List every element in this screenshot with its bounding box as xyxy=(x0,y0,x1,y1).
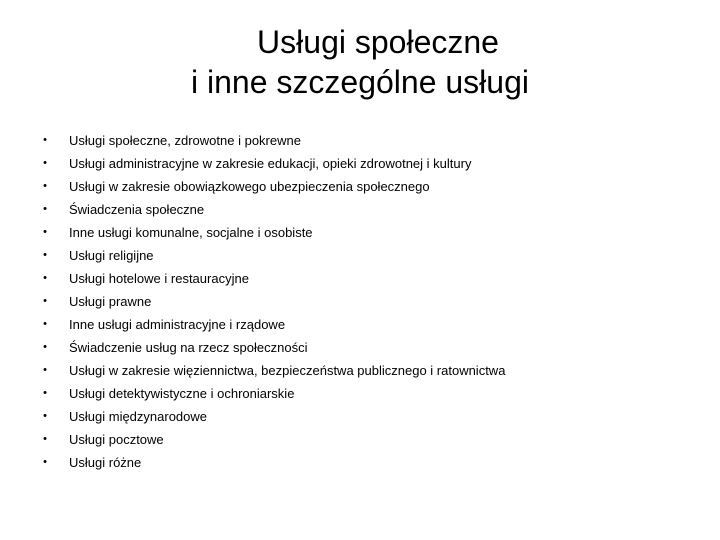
bullet-item xyxy=(40,382,680,405)
bullet-item xyxy=(40,129,680,152)
bullet-dot-icon: • xyxy=(43,180,47,192)
bullet-text: Usługi w zakresie więziennictwa, bezpieczeństwa publicznego i ratownictwa xyxy=(69,363,506,378)
bullet-text: Świadczenia społeczne xyxy=(69,202,205,217)
bullet-text: Usługi religijne xyxy=(69,248,154,263)
bullet-text: Usługi administracyjne w zakresie edukacji, opieki zdrowotnej i kultury xyxy=(69,156,472,171)
bullet-item xyxy=(40,359,680,382)
bullet-dot-icon: • xyxy=(43,272,47,284)
bullet-item xyxy=(40,405,680,428)
bullet-item xyxy=(40,267,680,290)
bullet-dot-icon: • xyxy=(43,157,47,169)
bullet-item xyxy=(40,336,680,359)
bullet-text: Usługi prawne xyxy=(69,294,152,309)
bullet-dot-icon: • xyxy=(43,341,47,353)
bullet-text: Usługi różne xyxy=(69,455,142,470)
bullet-dot-icon: • xyxy=(43,295,47,307)
slide-title-line-2: i inne szczególne usługi xyxy=(191,64,529,100)
bullet-dot-icon: • xyxy=(43,387,47,399)
bullet-list xyxy=(40,129,680,474)
bullet-text: Inne usługi administracyjne i rządowe xyxy=(69,317,286,332)
bullet-item xyxy=(40,175,680,198)
bullet-dot-icon: • xyxy=(43,226,47,238)
bullet-item xyxy=(40,198,680,221)
slide-title-line-1: Usługi społeczne xyxy=(257,24,499,60)
bullet-dot-icon: • xyxy=(43,318,47,330)
bullet-item xyxy=(40,313,680,336)
bullet-dot-icon: • xyxy=(43,203,47,215)
bullet-dot-icon: • xyxy=(43,134,47,146)
bullet-dot-icon: • xyxy=(43,410,47,422)
bullet-item xyxy=(40,290,680,313)
slide-title xyxy=(0,22,720,102)
bullet-item xyxy=(40,451,680,474)
bullet-dot-icon: • xyxy=(43,456,47,468)
bullet-dot-icon: • xyxy=(43,364,47,376)
bullet-text: Usługi w zakresie obowiązkowego ubezpieczenia społecznego xyxy=(69,179,430,194)
bullet-text: Inne usługi komunalne, socjalne i osobiste xyxy=(69,225,313,240)
bullet-text: Usługi detektywistyczne i ochroniarskie xyxy=(69,386,295,401)
bullet-item xyxy=(40,428,680,451)
bullet-text: Świadczenie usług na rzecz społeczności xyxy=(69,340,308,355)
bullet-item xyxy=(40,244,680,267)
bullet-dot-icon: • xyxy=(43,249,47,261)
bullet-item xyxy=(40,221,680,244)
bullet-text: Usługi międzynarodowe xyxy=(69,409,208,424)
bullet-dot-icon: • xyxy=(43,433,47,445)
bullet-item xyxy=(40,152,680,175)
bullet-text: Usługi hotelowe i restauracyjne xyxy=(69,271,249,286)
bullet-text: Usługi pocztowe xyxy=(69,432,164,447)
bullet-text: Usługi społeczne, zdrowotne i pokrewne xyxy=(69,133,301,148)
